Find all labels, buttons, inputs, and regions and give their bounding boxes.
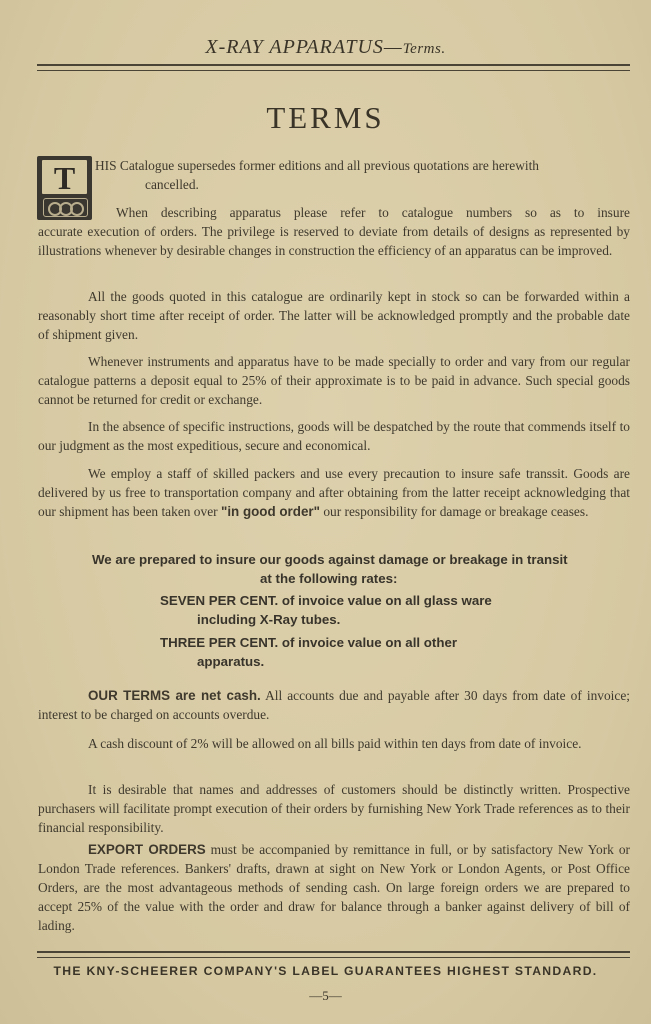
insure-notice: We are prepared to insure our goods against damage or breakage in transit at the following rates: (92, 552, 568, 586)
paragraph-4: Whenever instruments and apparatus have to be made specially to order and vary from our regular catalogue patterns a deposit equal to 25% of their approximate is to be paid in advance. Such special goods cannot be returned for credit or exchange. (38, 354, 630, 407)
paragraph-5: In the absence of specific instructions, goods will be despatched by the route that commends itself to our judgment as the most expeditious, secure and economical. (38, 419, 630, 453)
running-head-sub: Terms. (402, 41, 446, 57)
paragraph-export: EXPORT ORDERS must be accompanied by remittance in full, or by satisfactory New York or London Trade references. Bankers' drafts, drawn at sight on New York or London Agents, or Post Office Orders, are the most advantageous methods of sending cash. On large foreign orders we are prepared to accept 25% of the value with the order and draw for balance through a banker against delivery of bill of lading. (38, 842, 630, 933)
page-title: TERMS (266, 100, 385, 135)
dropcap-letter: T (42, 160, 87, 194)
footer-rule (37, 951, 630, 958)
paragraph-3: All the goods quoted in this catalogue are ordinarily kept in stock so can be forwarded within a reasonably short time after receipt of order. The latter will be acknowledged promptly and the probable date of shipment given. (38, 289, 630, 342)
header-rule (37, 64, 630, 71)
paragraph-2: accurate execution of orders. The privilege is reserved to deviate from details of designs as represented by illustrations whenever by desirable changes in construction the efficiency of an apparatus can be improved. (38, 224, 630, 258)
dropcap-ornament (37, 156, 92, 220)
paragraph-discount: A cash discount of 2% will be allowed on all bills paid within ten days from date of invoice. (88, 736, 582, 751)
guarantee-line: THE KNY-SCHEERER COMPANY'S LABEL GUARANTEES HIGHEST STANDARD. (53, 964, 598, 978)
page-number: —5— (309, 988, 342, 1003)
dropcap-flourish-icon (43, 198, 88, 217)
paragraph-6: We employ a staff of skilled packers and use every precaution to insure safe transsit. Goods are delivered by us free to transportation company and after obtaining from the latter receipt acknowledging that our shipment has been taken over "in good order" our responsibility for damage or breakage ceases. (38, 466, 630, 519)
paragraph-names: It is desirable that names and addresses of customers should be distinctly written. Prospective purchasers will facilitate prompt execution of their orders by furnishing New York Trade references as to their financial responsibility. (38, 782, 630, 835)
running-head (0, 36, 651, 59)
rate-seven-percent: SEVEN PER CENT. of invoice value on all glass ware including X-Ray tubes. (160, 593, 492, 627)
paragraph-1: HIS Catalogue supersedes former editions and all previous quotations are herewith (95, 158, 540, 173)
paragraph-1-cont: cancelled. (145, 177, 199, 192)
running-head-main: X-RAY APPARATUS— (205, 36, 403, 58)
rate-three-percent: THREE PER CENT. of invoice value on all other apparatus. (160, 635, 458, 669)
paragraph-2-line1: When describing apparatus please refer to catalogue numbers so as to insure (116, 205, 630, 220)
paragraph-terms: OUR TERMS are net cash. All accounts due and payable after 30 days from date of invoice; interest to be charged on accounts overdue. (38, 688, 630, 722)
